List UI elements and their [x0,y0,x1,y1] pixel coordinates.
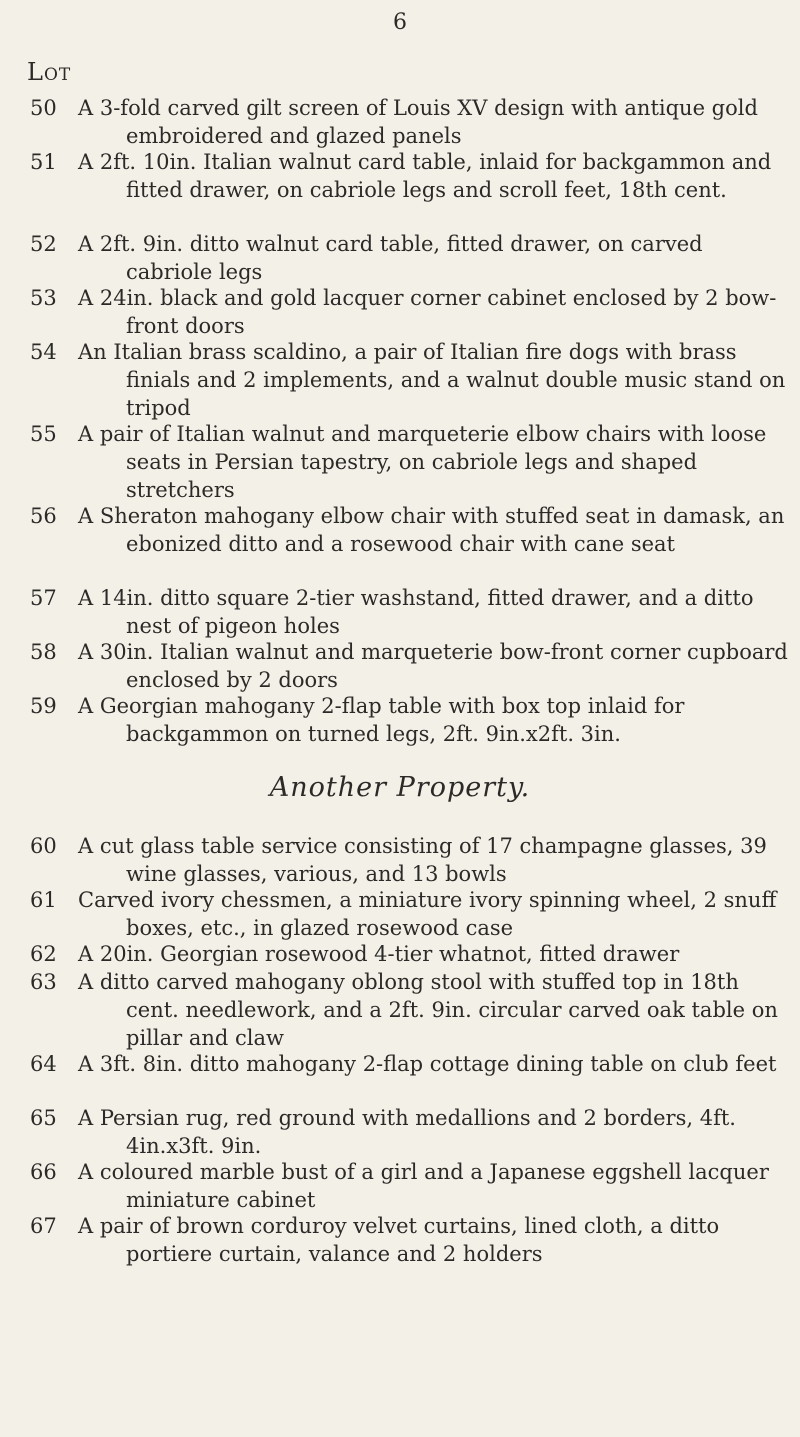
lot-number: 56 [30,504,57,528]
lot-description: A 30in. Italian walnut and marqueterie bow-front corner cupboard enclosed by 2 doors [78,640,788,692]
lot-number: 67 [30,1214,57,1238]
lot-entry [30,692,800,748]
lot-number: 53 [30,286,57,310]
lot-entry [30,886,800,942]
lot-description: A 14in. ditto square 2-tier washstand, fitted drawer, and a ditto nest of pigeon holes [78,586,754,638]
lot-entry [30,230,800,286]
lot-description: A 3ft. 8in. ditto mahogany 2-flap cottage dining table on club feet [78,1052,777,1076]
lot-entry [30,94,800,150]
lot-description: A ditto carved mahogany oblong stool with stuffed top in 18th cent. needlework, and a 2ft. 9in. circular carved oak table on pillar and claw [78,970,778,1050]
lot-number: 57 [30,586,57,610]
lot-description: An Italian brass scaldino, a pair of Italian fire dogs with brass finials and 2 implements, and a walnut double music stand on tripod [78,340,786,420]
page-number: 6 [393,10,407,35]
lot-number: 66 [30,1160,57,1184]
lot-entry [30,502,800,558]
lot-column-header: Lot [27,58,72,86]
lot-entry [30,638,800,694]
lot-number: 52 [30,232,57,256]
lot-number: 62 [30,942,57,966]
lot-description: A pair of brown corduroy velvet curtains, lined cloth, a ditto portiere curtain, valance and 2 holders [78,1214,720,1266]
lot-number: 63 [30,970,57,994]
lot-number: 51 [30,150,57,174]
lot-description: A 3-fold carved gilt screen of Louis XV design with antique gold embroidered and glazed panels [78,96,758,148]
lot-entry [30,1158,800,1214]
lot-description: A Sheraton mahogany elbow chair with stuffed seat in damask, an ebonized ditto and a rosewood chair with cane seat [78,504,785,556]
lot-entry [30,832,800,888]
lot-entry [30,148,800,204]
lot-number: 59 [30,694,57,718]
lot-entry [30,968,800,1052]
lot-number: 54 [30,340,57,364]
lot-description: A cut glass table service consisting of 17 champagne glasses, 39 wine glasses, various, and 13 bowls [78,834,767,886]
section-heading: Another Property. [269,772,531,803]
lot-number: 58 [30,640,57,664]
lot-number: 60 [30,834,57,858]
lot-entry [30,338,800,422]
lot-entry [30,1050,800,1078]
lot-description: A coloured marble bust of a girl and a Japanese eggshell lacquer miniature cabinet [78,1160,769,1212]
lot-number: 65 [30,1106,57,1130]
lot-description: A 20in. Georgian rosewood 4-tier whatnot, fitted drawer [78,942,680,966]
lot-description: A Georgian mahogany 2-flap table with box top inlaid for backgammon on turned legs, 2ft. 9in.x2ft. 3in. [78,694,685,746]
lot-entry [30,940,800,968]
lot-entry [30,584,800,640]
lot-description: Carved ivory chessmen, a miniature ivory spinning wheel, 2 snuff boxes, etc., in glazed rosewood case [78,888,777,940]
lot-description: A 2ft. 9in. ditto walnut card table, fitted drawer, on carved cabriole legs [78,232,703,284]
lot-description: A Persian rug, red ground with medallions and 2 borders, 4ft. 4in.x3ft. 9in. [78,1106,736,1158]
lot-description: A pair of Italian walnut and marqueterie elbow chairs with loose seats in Persian tapestry, on cabriole legs and shaped stretchers [78,422,767,502]
lot-entry [30,1104,800,1160]
lot-entry [30,284,800,340]
lot-number: 55 [30,422,57,446]
lot-description: A 24in. black and gold lacquer corner cabinet enclosed by 2 bow-front doors [78,286,777,338]
lot-number: 50 [30,96,57,120]
lot-description: A 2ft. 10in. Italian walnut card table, inlaid for backgammon and fitted drawer, on cabriole legs and scroll feet, 18th cent. [78,150,772,202]
lot-number: 61 [30,888,57,912]
lot-number: 64 [30,1052,57,1076]
lot-entry [30,1212,800,1268]
lot-entry [30,420,800,504]
